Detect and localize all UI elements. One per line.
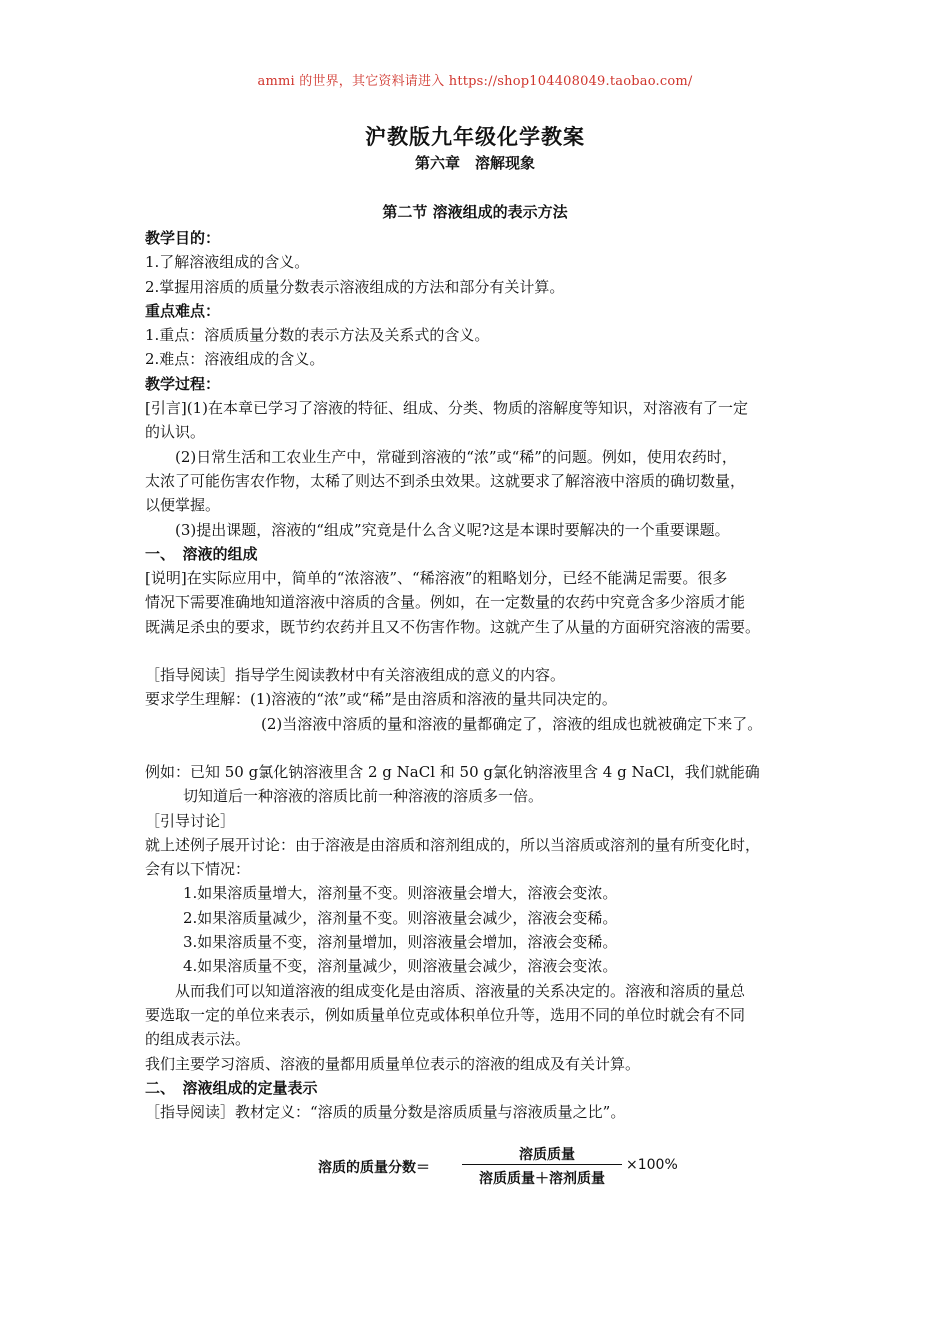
shop-link[interactable]: ammi 的世界，其它资料请进入 https://shop104408049.taobao.com/ [257,74,693,89]
heading-part-one: 一、 溶液的组成 [145,544,258,563]
document-title: 沪教版九年级化学教案 [365,124,585,149]
spacer [145,639,813,663]
heading-process: 教学过程： [145,374,221,393]
objective-item: 2.掌握用溶质的质量分数表示溶液组成的方法和部分有关计算。 [145,277,565,296]
paragraph-line: (2)日常生活和工农业生产中，常碰到溶液的“浓”或“稀”的问题。例如，使用农药时， [175,447,737,466]
paragraph-line: 太浓了可能伤害农作物，太稀了则达不到杀虫效果。这就要求了解溶液中溶质的确切数量， [145,471,746,490]
paragraph-line: 要选取一定的单位来表示，例如质量单位克或体积单位升等，选用不同的单位时就会有不同 [145,1005,746,1024]
fraction-bar [462,1164,622,1165]
list-item: 4.如果溶质量不变，溶剂量减少，则溶液量会减少，溶液会变浓。 [183,957,618,976]
paragraph-line: 从而我们可以知道溶液的组成变化是由溶质、溶液量的关系决定的。溶液和溶质的量总 [175,981,746,1000]
paragraph-line: ［指导阅读］指导学生阅读教材中有关溶液组成的意义的内容。 [145,666,566,685]
list-item: 2.如果溶质量减少，溶剂量不变。则溶液量会减少，溶液会变稀。 [183,908,618,927]
paragraph-line: 会有以下情况： [145,860,251,879]
objective-item: 1.了解溶液组成的含义。 [145,253,310,272]
paragraph-line: 例如：已知 50 g氯化钠溶液里含 2 g NaCl 和 50 g氯化钠溶液里含 4 g NaCl，我们就能确 [145,762,760,781]
formula-lhs: 溶质的质量分数＝ [318,1160,430,1176]
paragraph-line: 要求学生理解：(1)溶液的“浓”或“稀”是由溶质和溶液的量共同决定的。 [145,690,617,709]
paragraph-line: [引言](1)在本章已学习了溶液的特征、组成、分类、物质的溶解度等知识，对溶液有了一定 [145,399,748,418]
list-item: 3.如果溶质量不变，溶剂量增加，则溶液量会增加，溶液会变稀。 [183,933,618,952]
paragraph-line: 的组成表示法。 [145,1030,251,1049]
formula-rhs: ×100% [626,1157,678,1173]
paragraph-line: ［指导阅读］教材定义：“溶质的质量分数是溶质质量与溶液质量之比”。 [145,1103,626,1122]
paragraph-line: ［引导讨论］ [145,811,236,830]
list-item: 1.如果溶质量增大，溶剂量不变。则溶液量会增大，溶液会变浓。 [183,884,618,903]
spacer [145,736,813,760]
paragraph-line: 的认识。 [145,423,206,442]
paragraph-line: (3)提出课题，溶液的“组成”究竟是什么含义呢?这是本课时要解决的一个重要课题。 [175,520,730,539]
paragraph-line: 切知道后一种溶液的溶质比前一种溶液的溶质多一倍。 [183,787,544,806]
paragraph-line: 情况下需要准确地知道溶液中溶质的含量。例如，在一定数量的农药中究竟含多少溶质才能 [145,593,746,612]
heading-key-points: 重点难点： [145,301,221,320]
heading-part-two: 二、 溶液组成的定量表示 [145,1078,318,1097]
key-point-item: 2.难点：溶液组成的含义。 [145,350,325,369]
paragraph-line: 以便掌握。 [145,496,221,515]
key-point-item: 1.重点：溶质质量分数的表示方法及关系式的含义。 [145,326,490,345]
paragraph-line: 既满足杀虫的要求，既节约农药并且又不伤害作物。这就产生了从量的方面研究溶液的需要。 [145,617,761,636]
chapter-heading: 第六章 溶解现象 [414,154,535,172]
formula-denominator: 溶质质量＋溶剂质量 [479,1171,605,1187]
formula-numerator: 溶质质量 [519,1147,575,1163]
mass-fraction-formula [314,1144,678,1194]
paragraph-line: 就上述例子展开讨论：由于溶液是由溶质和溶剂组成的，所以当溶质或溶剂的量有所变化时， [145,835,761,854]
heading-objectives: 教学目的： [145,229,221,247]
paragraph-line: [说明]在实际应用中，简单的“浓溶液”、“稀溶液”的粗略划分，已经不能满足需要。很多 [145,569,728,588]
document-body [145,226,813,1124]
paragraph-line: 我们主要学习溶质、溶液的量都用质量单位表示的溶液的组成及有关计算。 [145,1054,641,1073]
paragraph-line: (2)当溶液中溶质的量和溶液的量都确定了，溶液的组成也就被确定下来了。 [261,714,763,733]
section-heading: 第二节 溶液组成的表示方法 [382,203,568,221]
